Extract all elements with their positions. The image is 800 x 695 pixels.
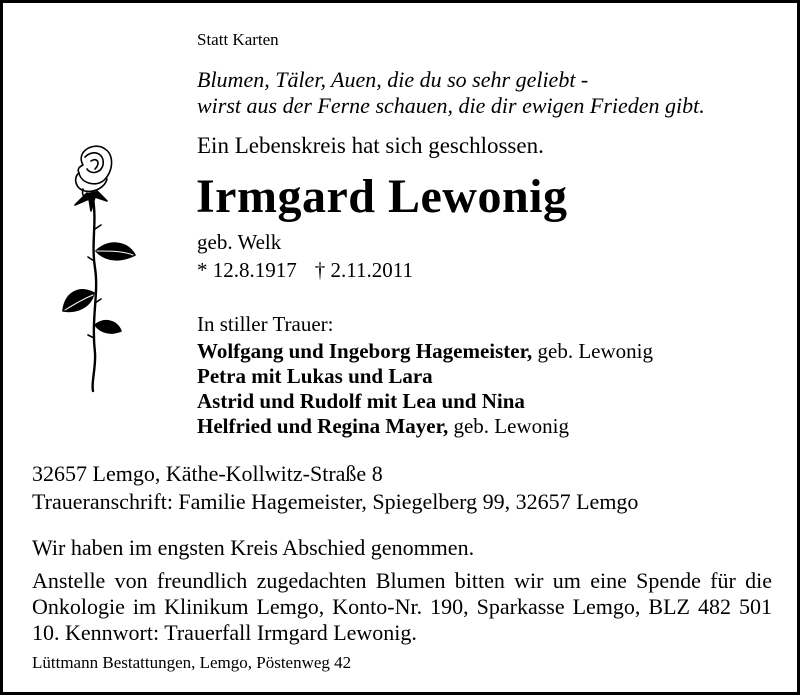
mourner-line: Wolfgang und Ingeborg Hagemeister, geb. Lewonig	[197, 339, 653, 363]
intro-text: Ein Lebenskreis hat sich geschlossen.	[197, 133, 544, 158]
address-line: 32657 Lemgo, Käthe-Kollwitz-Straße 8	[32, 461, 383, 486]
funeral-home-footer: Lüttmann Bestattungen, Lemgo, Pöstenweg 42	[32, 653, 352, 672]
quote-line-2: wirst aus der Ferne schauen, die dir ewigen Frieden gibt.	[197, 93, 705, 118]
death-date: † 2.11.2011	[314, 258, 413, 282]
mourner-line: Helfried und Regina Mayer, geb. Lewonig	[197, 414, 569, 438]
birth-date: * 12.8.1917	[197, 258, 297, 282]
farewell-text: Wir haben im engsten Kreis Abschied genommen.	[32, 535, 475, 560]
mourners-list	[197, 339, 653, 439]
mourning-heading: In stiller Trauer:	[197, 312, 334, 336]
mourner-line: Astrid und Rudolf mit Lea und Nina	[197, 389, 525, 413]
rose-icon	[61, 143, 151, 393]
statt-karten-label: Statt Karten	[197, 30, 279, 49]
mourning-address: Traueranschrift: Familie Hagemeister, Spiegelberg 99, 32657 Lemgo	[32, 489, 639, 514]
life-dates	[197, 258, 413, 283]
birth-name: geb. Welk	[197, 230, 282, 254]
quote-line-1: Blumen, Täler, Auen, die du so sehr geliebt -	[197, 67, 589, 92]
mourner-line: Petra mit Lukas und Lara	[197, 364, 433, 388]
donation-text: Anstelle von freundlich zugedachten Blumen bitten wir um eine Spende für die Onkologie im Klinikum Lemgo, Konto-Nr. 190, Sparkasse Lemgo, BLZ 482 501 10. Kennwort: Trauerfall Irmgard Lewonig.	[32, 568, 772, 645]
deceased-name: Irmgard Lewonig	[196, 170, 568, 223]
